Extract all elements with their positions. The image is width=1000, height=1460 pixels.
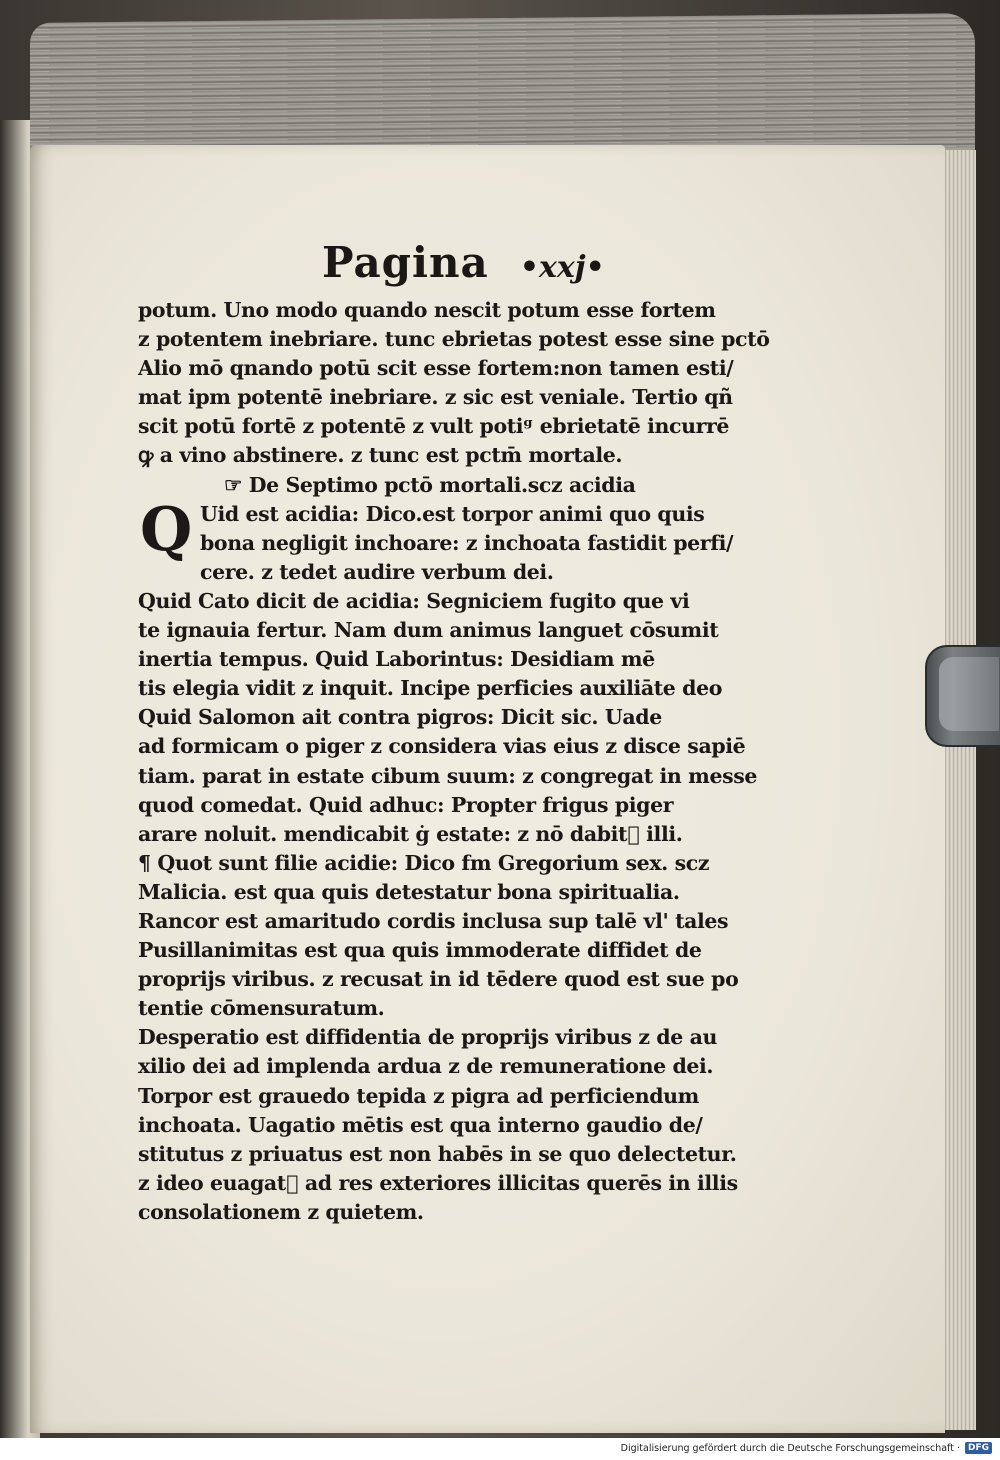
text-line: tiam. parat in estate cibum suum: z congregat in messe <box>138 763 758 788</box>
text-line: quod comedat. Quid adhuc: Propter frigus piger <box>138 792 674 817</box>
text-line: Malicia. est qua quis detestatur bona spiritualia. <box>138 879 680 904</box>
drop-cap: Q <box>140 495 193 565</box>
text-line: mat ipm potentē inebriare. z sic est veniale. Tertio qñ <box>138 385 733 410</box>
page-header <box>322 238 642 298</box>
text-line: tentie cōmensuratum. <box>138 996 385 1021</box>
body-text <box>138 296 778 1227</box>
text-line: potum. Uno modo quando nescit potum esse fortem <box>138 298 716 322</box>
text-line: Quid Salomon ait contra pigros: Dicit sic. Uade <box>138 705 662 730</box>
text-line: z ideo euagatᷓ ad res exteriores illicitas querēs in illis <box>138 1170 738 1195</box>
text-line: cere. z tedet audire verbum dei. <box>200 559 554 584</box>
text-line: Uid est acidia: Dico.est torpor animi quo quis <box>200 501 705 526</box>
text-line: stitutus z priuatus est non habēs in se quo delectetur. <box>138 1141 737 1166</box>
text-line: Desperatio est diffidentia de proprijs viribus z de au <box>138 1025 718 1050</box>
text-line: z potentem inebriare. tunc ebrietas potest esse sine pctō <box>138 327 770 352</box>
text-line: te ignauia fertur. Nam dum animus languet cōsumit <box>138 618 719 643</box>
footer-bar <box>0 1438 1000 1460</box>
text-line: inchoata. Uagatio mētis est qua interno gaudio de/ <box>138 1112 703 1137</box>
page-header-title: Pagina <box>322 238 489 287</box>
text-line: consolationem z quietem. <box>138 1199 424 1224</box>
text-line: ¶ Quot sunt filie acidie: Dico fm Gregorium sex. scz <box>138 850 710 875</box>
text-line: bona negligit inchoare: z inchoata fastidit perfi/ <box>200 530 734 555</box>
text-line: arare noluit. mendicabit ġ estate: z nō dabitᷓ illi. <box>138 821 683 846</box>
text-line: Rancor est amaritudo cordis inclusa sup talē vl' tales <box>138 908 729 933</box>
text-line: proprijs viribus. z recusat in id tēdere quod est sue po <box>138 967 739 992</box>
text-line: Pusillanimitas est qua quis immoderate diffidet de <box>138 938 702 963</box>
text-line: Quid Cato dicit de acidia: Segniciem fugito que vi <box>138 588 690 613</box>
page-folio-number: •xxj• <box>519 250 605 285</box>
text-line: scit potū fortē z potentē z vult potiᵍ ebrietatē incurrē <box>138 414 730 439</box>
funding-credit: Digitalisierung gefördert durch die Deutsche Forschungsgemeinschaft · <box>620 1443 960 1454</box>
dfg-logo: DFG <box>965 1442 992 1454</box>
section-heading: ☞ De Septimo pctō mortali.scz acidia <box>224 472 636 497</box>
text-line: tis elegia vidit z inquit. Incipe perficies auxiliāte deo <box>138 676 723 701</box>
text-line: ꝙ a vino abstinere. z tunc est pctm̄ mortale. <box>138 443 623 468</box>
text-line: Torpor est grauedo tepida z pigra ad perficiendum <box>138 1083 699 1108</box>
page-clip <box>925 645 1000 747</box>
text-line: inertia tempus. Quid Laborintus: Desidiam mē <box>138 647 655 672</box>
text-line: xilio dei ad implenda ardua z de remuneratione dei. <box>138 1054 714 1079</box>
page-clip-highlight <box>939 657 999 731</box>
text-line: Alio mō qnando potū scit esse fortem:non tamen esti/ <box>138 356 734 381</box>
text-line: ad formicam o piger z considera vias eius z disce sapiē <box>138 734 746 759</box>
